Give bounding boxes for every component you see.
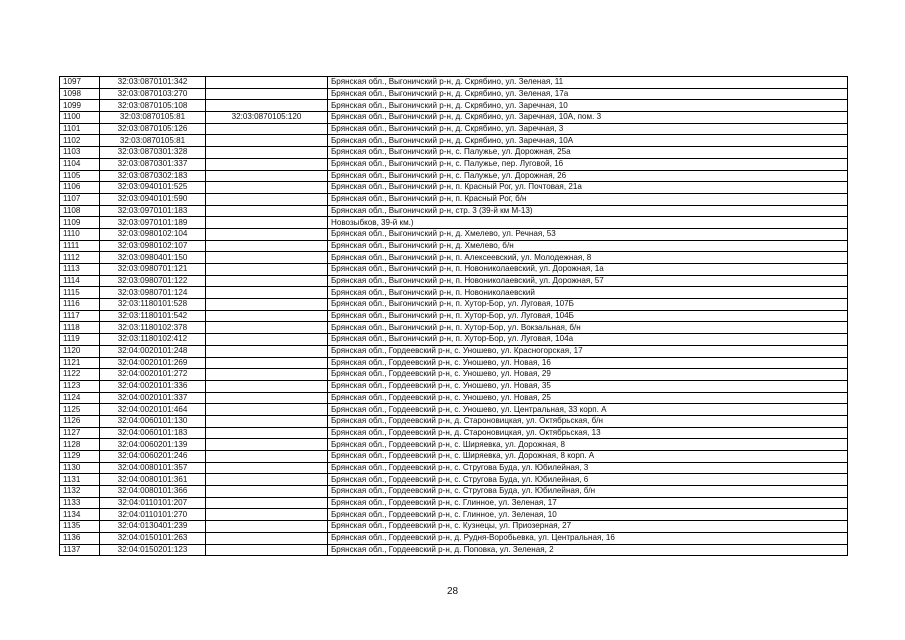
address-cell: Брянская обл., Выгоничский р-н, с. Палужье, ул. Дорожная, 25а <box>328 147 848 159</box>
address-cell: Брянская обл., Гордеевский р-н, с. Глинное, ул. Зеленая, 10 <box>328 509 848 521</box>
address-cell: Брянская обл., Выгоничский р-н, с. Палужье, пер. Луговой, 16 <box>328 158 848 170</box>
address-cell: Брянская обл., Выгоничский р-н, д. Скрябино, ул. Заречная, 10 <box>328 100 848 112</box>
address-cell: Брянская обл., Выгоничский р-н, п. Хутор-Бор, ул. Луговая, 104а <box>328 334 848 346</box>
table-row <box>60 100 848 112</box>
cadastral-number-cell: 32:03:0870301:328 <box>100 147 206 159</box>
cadastral-number-cell: 32:04:0060101:183 <box>100 427 206 439</box>
address-cell: Брянская обл., Выгоничский р-н, с. Палужье, ул. Дорожная, 26 <box>328 170 848 182</box>
table-row <box>60 497 848 509</box>
previous-cadastral-number-cell <box>206 240 328 252</box>
address-cell: Брянская обл., Гордеевский р-н, с. Уношево, ул. Центральная, 33 корп. А <box>328 404 848 416</box>
address-cell: Брянская обл., Выгоничский р-н, п. Красный Рог, ул. Почтовая, 21а <box>328 182 848 194</box>
table-row <box>60 521 848 533</box>
cadastral-number-cell: 32:04:0110101:207 <box>100 497 206 509</box>
address-cell: Брянская обл., Гордеевский р-н, с. Кузнецы, ул. Приозерная, 27 <box>328 521 848 533</box>
previous-cadastral-number-cell <box>206 299 328 311</box>
previous-cadastral-number-cell <box>206 275 328 287</box>
cadastral-number-cell: 32:04:0020101:464 <box>100 404 206 416</box>
table-row <box>60 380 848 392</box>
table-row <box>60 532 848 544</box>
previous-cadastral-number-cell <box>206 205 328 217</box>
address-cell: Брянская обл., Выгоничский р-н, д. Хмелево, б/н <box>328 240 848 252</box>
row-number-cell: 1135 <box>60 521 100 533</box>
row-number-cell: 1125 <box>60 404 100 416</box>
address-cell: Брянская обл., Выгоничский р-н, д. Скрябино, ул. Заречная, 10А <box>328 135 848 147</box>
cadastral-number-cell: 32:04:0060101:130 <box>100 415 206 427</box>
previous-cadastral-number-cell <box>206 100 328 112</box>
previous-cadastral-number-cell <box>206 369 328 381</box>
address-cell: Новозыбков, 39-й км.) <box>328 217 848 229</box>
row-number-cell: 1109 <box>60 217 100 229</box>
previous-cadastral-number-cell <box>206 509 328 521</box>
row-number-cell: 1127 <box>60 427 100 439</box>
cadastral-number-cell: 32:04:0060201:139 <box>100 439 206 451</box>
address-cell: Брянская обл., Гордеевский р-н, с. Уношево, ул. Новая, 29 <box>328 369 848 381</box>
cadastral-number-cell: 32:04:0060201:246 <box>100 451 206 463</box>
previous-cadastral-number-cell <box>206 427 328 439</box>
table-row <box>60 228 848 240</box>
registry-table-body <box>60 77 848 556</box>
row-number-cell: 1098 <box>60 88 100 100</box>
previous-cadastral-number-cell: 32:03:0870105:120 <box>206 112 328 124</box>
row-number-cell: 1116 <box>60 299 100 311</box>
cadastral-number-cell: 32:04:0020101:336 <box>100 380 206 392</box>
table-row <box>60 310 848 322</box>
cadastral-number-cell: 32:04:0020101:269 <box>100 357 206 369</box>
cadastral-number-cell: 32:03:0870101:342 <box>100 77 206 89</box>
address-cell: Брянская обл., Гордеевский р-н, с. Стругова Буда, ул. Юбилейная, 3 <box>328 462 848 474</box>
page-number: 28 <box>446 586 459 597</box>
previous-cadastral-number-cell <box>206 252 328 264</box>
table-row <box>60 334 848 346</box>
table-row <box>60 369 848 381</box>
previous-cadastral-number-cell <box>206 170 328 182</box>
row-number-cell: 1101 <box>60 123 100 135</box>
cadastral-number-cell: 32:03:0980701:121 <box>100 264 206 276</box>
row-number-cell: 1131 <box>60 474 100 486</box>
row-number-cell: 1118 <box>60 322 100 334</box>
cadastral-number-cell: 32:03:0980701:122 <box>100 275 206 287</box>
address-cell: Брянская обл., Выгоничский р-н, п. Хутор-Бор, ул. Луговая, 107Б <box>328 299 848 311</box>
previous-cadastral-number-cell <box>206 77 328 89</box>
previous-cadastral-number-cell <box>206 474 328 486</box>
cadastral-number-cell: 32:03:0870103:270 <box>100 88 206 100</box>
cadastral-number-cell: 32:04:0080101:366 <box>100 486 206 498</box>
address-cell: Брянская обл., Гордеевский р-н, д. Староновицкая, ул. Октябрьская, 13 <box>328 427 848 439</box>
row-number-cell: 1108 <box>60 205 100 217</box>
address-cell: Брянская обл., Выгоничский р-н, д. Хмелево, ул. Речная, 53 <box>328 228 848 240</box>
address-cell: Брянская обл., Гордеевский р-н, с. Глинное, ул. Зеленая, 17 <box>328 497 848 509</box>
table-row <box>60 322 848 334</box>
previous-cadastral-number-cell <box>206 462 328 474</box>
table-row <box>60 462 848 474</box>
previous-cadastral-number-cell <box>206 404 328 416</box>
cadastral-number-cell: 32:04:0080101:357 <box>100 462 206 474</box>
cadastral-number-cell: 32:04:0130401:239 <box>100 521 206 533</box>
table-row <box>60 275 848 287</box>
property-registry-table <box>59 76 848 556</box>
previous-cadastral-number-cell <box>206 544 328 556</box>
row-number-cell: 1120 <box>60 345 100 357</box>
address-cell: Брянская обл., Выгоничский р-н, стр. 3 (39-й км М-13) <box>328 205 848 217</box>
table-row <box>60 123 848 135</box>
row-number-cell: 1104 <box>60 158 100 170</box>
cadastral-number-cell: 32:03:0870105:126 <box>100 123 206 135</box>
row-number-cell: 1136 <box>60 532 100 544</box>
previous-cadastral-number-cell <box>206 123 328 135</box>
row-number-cell: 1119 <box>60 334 100 346</box>
row-number-cell: 1130 <box>60 462 100 474</box>
cadastral-number-cell: 32:03:0980102:104 <box>100 228 206 240</box>
row-number-cell: 1100 <box>60 112 100 124</box>
cadastral-number-cell: 32:04:0080101:361 <box>100 474 206 486</box>
table-row <box>60 544 848 556</box>
row-number-cell: 1102 <box>60 135 100 147</box>
row-number-cell: 1112 <box>60 252 100 264</box>
cadastral-number-cell: 32:04:0110101:270 <box>100 509 206 521</box>
row-number-cell: 1132 <box>60 486 100 498</box>
cadastral-number-cell: 32:03:0940101:590 <box>100 193 206 205</box>
row-number-cell: 1133 <box>60 497 100 509</box>
table-row <box>60 170 848 182</box>
address-cell: Брянская обл., Выгоничский р-н, п. Красный Рог, б/н <box>328 193 848 205</box>
cadastral-number-cell: 32:03:0870105:81 <box>100 112 206 124</box>
cadastral-number-cell: 32:03:0980401:150 <box>100 252 206 264</box>
previous-cadastral-number-cell <box>206 486 328 498</box>
cadastral-number-cell: 32:03:0980701:124 <box>100 287 206 299</box>
address-cell: Брянская обл., Выгоничский р-н, п. Хутор-Бор, ул. Луговая, 104Б <box>328 310 848 322</box>
row-number-cell: 1105 <box>60 170 100 182</box>
cadastral-number-cell: 32:03:0870302:183 <box>100 170 206 182</box>
previous-cadastral-number-cell <box>206 357 328 369</box>
previous-cadastral-number-cell <box>206 287 328 299</box>
cadastral-number-cell: 32:03:0870105:81 <box>100 135 206 147</box>
cadastral-number-cell: 32:04:0150101:263 <box>100 532 206 544</box>
address-cell: Брянская обл., Выгоничский р-н, д. Скрябино, ул. Зеленая, 11 <box>328 77 848 89</box>
table-row <box>60 264 848 276</box>
address-cell: Брянская обл., Выгоничский р-н, д. Скрябино, ул. Заречная, 3 <box>328 123 848 135</box>
address-cell: Брянская обл., Выгоничский р-н, п. Новониколаевский, ул. Дорожная, 57 <box>328 275 848 287</box>
cadastral-number-cell: 32:03:0980102:107 <box>100 240 206 252</box>
cadastral-number-cell: 32:03:0870105:108 <box>100 100 206 112</box>
table-row <box>60 404 848 416</box>
address-cell: Брянская обл., Гордеевский р-н, с. Уношево, ул. Новая, 35 <box>328 380 848 392</box>
row-number-cell: 1122 <box>60 369 100 381</box>
address-cell: Брянская обл., Гордеевский р-н, с. Ширяевка, ул. Дорожная, 8 <box>328 439 848 451</box>
previous-cadastral-number-cell <box>206 88 328 100</box>
row-number-cell: 1110 <box>60 228 100 240</box>
table-row <box>60 240 848 252</box>
previous-cadastral-number-cell <box>206 532 328 544</box>
cadastral-number-cell: 32:03:0870301:337 <box>100 158 206 170</box>
cadastral-number-cell: 32:04:0020101:337 <box>100 392 206 404</box>
previous-cadastral-number-cell <box>206 334 328 346</box>
cadastral-number-cell: 32:04:0020101:248 <box>100 345 206 357</box>
cadastral-number-cell: 32:03:0940101:525 <box>100 182 206 194</box>
table-row <box>60 415 848 427</box>
row-number-cell: 1129 <box>60 451 100 463</box>
previous-cadastral-number-cell <box>206 193 328 205</box>
table-row <box>60 217 848 229</box>
previous-cadastral-number-cell <box>206 135 328 147</box>
table-row <box>60 427 848 439</box>
previous-cadastral-number-cell <box>206 392 328 404</box>
table-row <box>60 193 848 205</box>
address-cell: Брянская обл., Гордеевский р-н, с. Уношево, ул. Красногорская, 17 <box>328 345 848 357</box>
table-row <box>60 392 848 404</box>
address-cell: Брянская обл., Гордеевский р-н, с. Уношево, ул. Новая, 25 <box>328 392 848 404</box>
row-number-cell: 1097 <box>60 77 100 89</box>
table-row <box>60 486 848 498</box>
address-cell: Брянская обл., Выгоничский р-н, д. Скрябино, ул. Зеленая, 17а <box>328 88 848 100</box>
row-number-cell: 1111 <box>60 240 100 252</box>
cadastral-number-cell: 32:04:0150201:123 <box>100 544 206 556</box>
cadastral-number-cell: 32:04:0020101:272 <box>100 369 206 381</box>
row-number-cell: 1113 <box>60 264 100 276</box>
table-row <box>60 77 848 89</box>
address-cell: Брянская обл., Выгоничский р-н, п. Новониколаевский, ул. Дорожная, 1а <box>328 264 848 276</box>
previous-cadastral-number-cell <box>206 439 328 451</box>
row-number-cell: 1137 <box>60 544 100 556</box>
previous-cadastral-number-cell <box>206 310 328 322</box>
address-cell: Брянская обл., Выгоничский р-н, д. Скрябино, ул. Заречная, 10А, пом. 3 <box>328 112 848 124</box>
previous-cadastral-number-cell <box>206 521 328 533</box>
row-number-cell: 1107 <box>60 193 100 205</box>
cadastral-number-cell: 32:03:1180102:412 <box>100 334 206 346</box>
table-row <box>60 135 848 147</box>
address-cell: Брянская обл., Гордеевский р-н, д. Рудня-Воробьевка, ул. Центральная, 16 <box>328 532 848 544</box>
table-row <box>60 287 848 299</box>
table-row <box>60 205 848 217</box>
row-number-cell: 1106 <box>60 182 100 194</box>
previous-cadastral-number-cell <box>206 158 328 170</box>
table-row <box>60 474 848 486</box>
table-row <box>60 88 848 100</box>
table-row <box>60 451 848 463</box>
previous-cadastral-number-cell <box>206 415 328 427</box>
row-number-cell: 1103 <box>60 147 100 159</box>
table-row <box>60 439 848 451</box>
row-number-cell: 1114 <box>60 275 100 287</box>
address-cell: Брянская обл., Гордеевский р-н, с. Уношево, ул. Новая, 16 <box>328 357 848 369</box>
previous-cadastral-number-cell <box>206 380 328 392</box>
table-row <box>60 299 848 311</box>
cadastral-number-cell: 32:03:1180101:542 <box>100 310 206 322</box>
address-cell: Брянская обл., Гордеевский р-н, д. Поповка, ул. Зеленая, 2 <box>328 544 848 556</box>
table-row <box>60 252 848 264</box>
cadastral-number-cell: 32:03:0970101:183 <box>100 205 206 217</box>
table-row <box>60 182 848 194</box>
address-cell: Брянская обл., Гордеевский р-н, с. Стругова Буда, ул. Юбилейная, б/н <box>328 486 848 498</box>
address-cell: Брянская обл., Выгоничский р-н, п. Хутор-Бор, ул. Вокзальная, б/н <box>328 322 848 334</box>
row-number-cell: 1126 <box>60 415 100 427</box>
previous-cadastral-number-cell <box>206 497 328 509</box>
address-cell: Брянская обл., Выгоничский р-н, п. Новониколаевский <box>328 287 848 299</box>
cadastral-number-cell: 32:03:1180101:528 <box>100 299 206 311</box>
row-number-cell: 1128 <box>60 439 100 451</box>
previous-cadastral-number-cell <box>206 451 328 463</box>
row-number-cell: 1117 <box>60 310 100 322</box>
row-number-cell: 1121 <box>60 357 100 369</box>
cadastral-number-cell: 32:03:0970101:189 <box>100 217 206 229</box>
table-row <box>60 345 848 357</box>
row-number-cell: 1134 <box>60 509 100 521</box>
address-cell: Брянская обл., Гордеевский р-н, с. Ширяевка, ул. Дорожная, 8 корп. А <box>328 451 848 463</box>
row-number-cell: 1099 <box>60 100 100 112</box>
address-cell: Брянская обл., Гордеевский р-н, с. Стругова Буда, ул. Юбилейная, 6 <box>328 474 848 486</box>
table-row <box>60 147 848 159</box>
table-row <box>60 158 848 170</box>
table-row <box>60 112 848 124</box>
row-number-cell: 1124 <box>60 392 100 404</box>
previous-cadastral-number-cell <box>206 147 328 159</box>
table-row <box>60 357 848 369</box>
previous-cadastral-number-cell <box>206 182 328 194</box>
address-cell: Брянская обл., Выгоничский р-н, п. Алексеевский, ул. Молодежная, 8 <box>328 252 848 264</box>
cadastral-number-cell: 32:03:1180102:378 <box>100 322 206 334</box>
table-row <box>60 509 848 521</box>
row-number-cell: 1115 <box>60 287 100 299</box>
previous-cadastral-number-cell <box>206 322 328 334</box>
previous-cadastral-number-cell <box>206 217 328 229</box>
previous-cadastral-number-cell <box>206 228 328 240</box>
previous-cadastral-number-cell <box>206 345 328 357</box>
row-number-cell: 1123 <box>60 380 100 392</box>
previous-cadastral-number-cell <box>206 264 328 276</box>
address-cell: Брянская обл., Гордеевский р-н, д. Староновицкая, ул. Октябрьская, б/н <box>328 415 848 427</box>
